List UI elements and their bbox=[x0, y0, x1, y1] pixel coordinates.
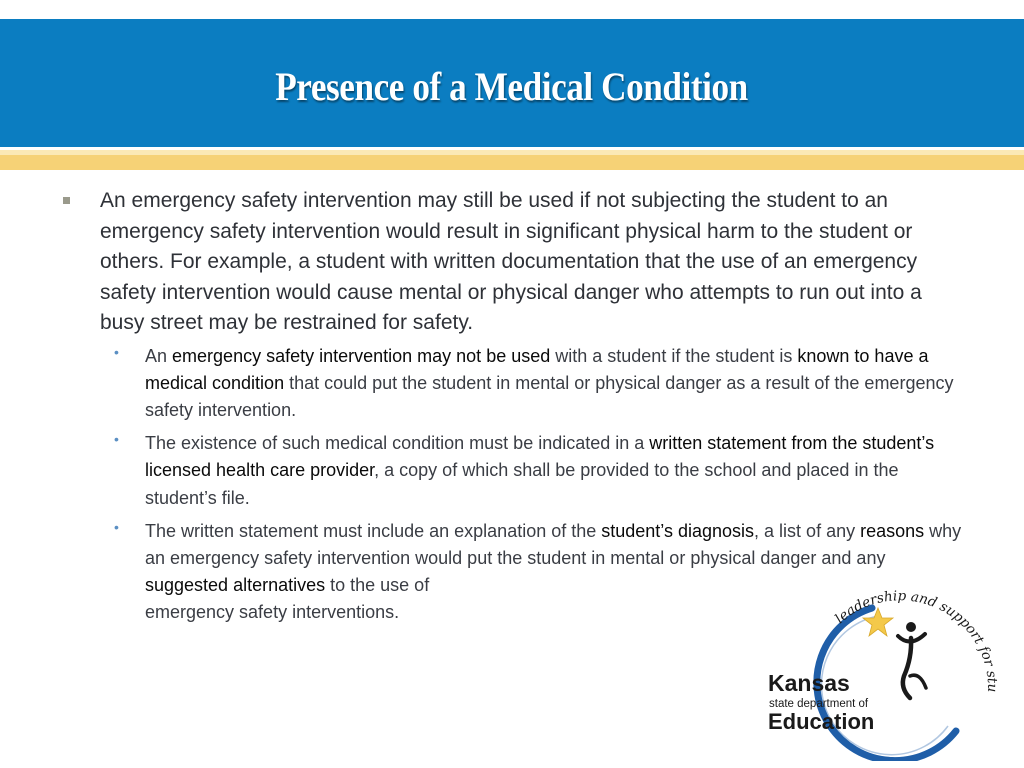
slide-content bbox=[60, 186, 980, 633]
main-bullet-text: An emergency safety intervention may still be used if not subjecting the student to an emergency safety intervention would result in significant physical harm to the student or others. For example, a student with written documentation that the use of an emergency safety intervention would cause mental or physical danger who attempts to run out into a busy street may be restrained for safety. bbox=[100, 189, 922, 334]
sub-bullet-item bbox=[60, 430, 980, 512]
dot-bullet-icon: • bbox=[114, 343, 119, 360]
ksde-logo-graphic bbox=[760, 576, 1000, 761]
figure-icon bbox=[898, 622, 926, 698]
dot-bullet-icon: • bbox=[114, 518, 119, 535]
sub-bullet-text: An emergency safety intervention may not be used with a student if the student is known to have a medical condition that could put the student in mental or physical danger as a result of the emergency safety intervention. bbox=[145, 345, 954, 420]
ksde-logo bbox=[760, 576, 1000, 761]
highlight-text: suggested alternatives bbox=[145, 575, 326, 596]
sub-bullet-item bbox=[60, 343, 980, 425]
sub-bullet-text: The written statement must include an explanation of the student’s diagnosis, a list of any reasons why an emergency safety intervention would put the student in mental or physical danger and any suggested alternatives to the use of emergency safety interventions. bbox=[145, 520, 962, 623]
title-bar bbox=[0, 19, 1024, 147]
highlight-text: known to have a medical condition bbox=[145, 345, 929, 393]
accent-stripe-gold bbox=[0, 155, 1024, 170]
slide-title: Presence of a Medical Condition bbox=[275, 63, 749, 109]
highlight-text: reasons bbox=[860, 520, 925, 541]
logo-name-sde: state department of bbox=[769, 698, 869, 710]
highlight-text: emergency safety intervention may not be used bbox=[172, 345, 551, 366]
logo-name-education: Education bbox=[768, 709, 875, 734]
highlight-text: written statement from the student’s licensed health care provider bbox=[145, 433, 935, 481]
logo-tagline: leadership and support for stu bbox=[831, 588, 1000, 693]
dot-bullet-icon: • bbox=[114, 431, 119, 448]
logo-name-kansas: Kansas bbox=[768, 670, 850, 696]
sub-bullet-text: The existence of such medical condition must be indicated in a written statement from the student’s licensed health care provider, a copy of which shall be provided to the school and placed in the student’s file. bbox=[145, 433, 935, 508]
main-bullet-item bbox=[60, 186, 980, 339]
highlight-text: student’s diagnosis bbox=[601, 520, 755, 541]
square-bullet-icon bbox=[63, 197, 70, 204]
